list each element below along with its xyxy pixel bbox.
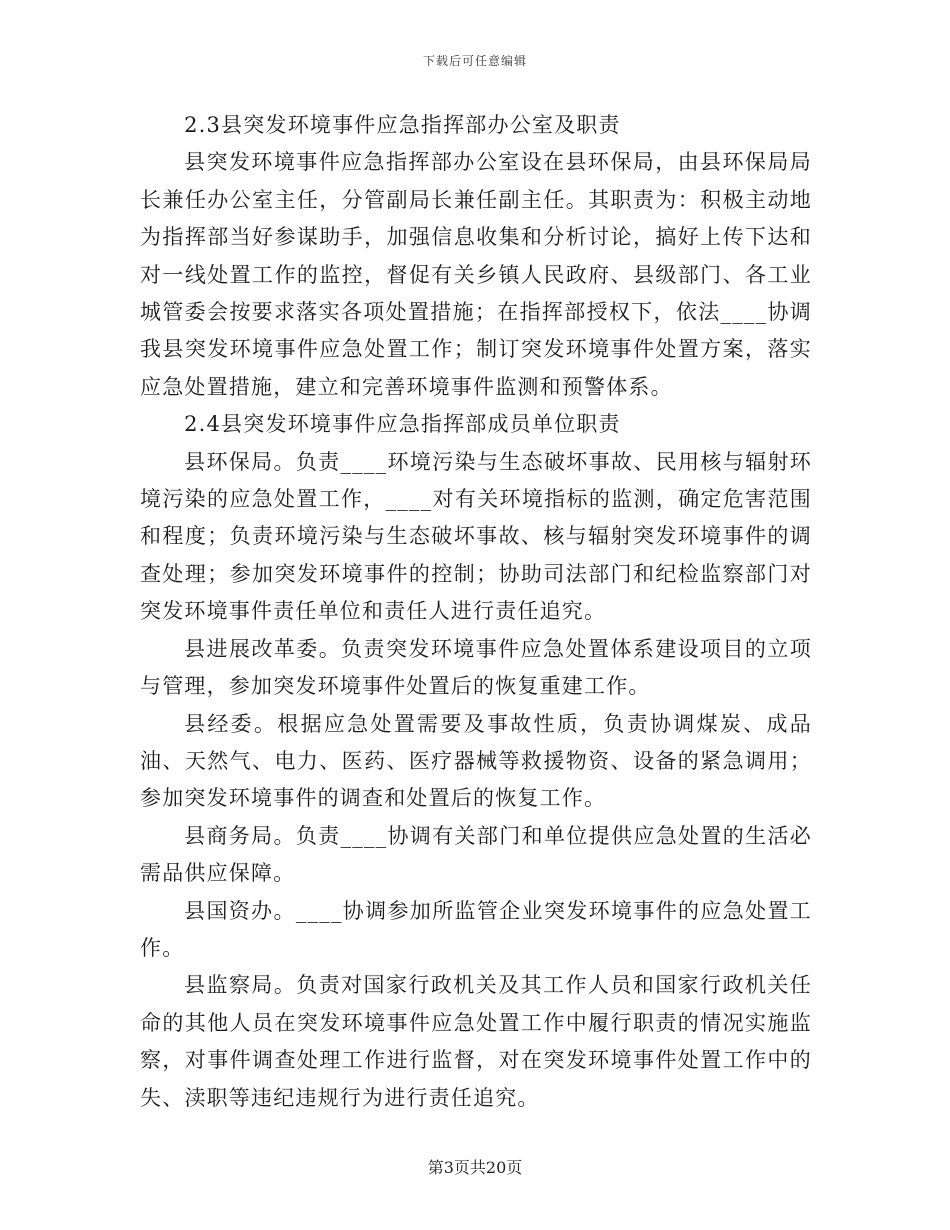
paragraph-supervision-bureau: 县监察局。负责对国家行政机关及其工作人员和国家行政机关任命的其他人员在突发环境事件应急处置工作中履行职责的情况实施监察，对事件调查处理工作进行监督，对在突发环境事件处置工作中的失、渎职等违纪违规行为进行责任追究。 — [140, 973, 812, 1110]
paragraph-development-reform-commission: 县进展改革委。负责突发环境事件应急处置体系建设项目的立项与管理，参加突发环境事件处置后的恢复重建工作。 — [140, 636, 812, 699]
paragraph-commerce-bureau: 县商务局。负责____协调有关部门和单位提供应急处置的生活必需品供应保障。 — [140, 823, 812, 886]
section-heading-2-3: 2.3县突发环境事件应急指挥部办公室及职责 — [184, 113, 621, 137]
paragraph-state-assets-office: 县国资办。____协调参加所监管企业突发环境事件的应急处置工作。 — [140, 898, 812, 960]
section-heading-2-4: 2.4县突发环境事件应急指挥部成员单位职责 — [184, 412, 621, 437]
document-body — [140, 107, 812, 1117]
page-header-note: 下载后可任意编辑 — [422, 54, 527, 68]
section-2-3-paragraph: 县突发环境事件应急指挥部办公室设在县环保局，由县环保局局长兼任办公室主任，分管副局长兼任副主任。其职责为：积极主动地为指挥部当好参谋助手，加强信息收集和分析讨论，搞好上传下达和对一线处置工作的监控，督促有关乡镇人民政府、县级部门、各工业城管委会按要求落实各项处置措施；在指挥部授权下，依法____协调我县突发环境事件应急处置工作；制订突发环境事件处置方案，落实应急处置措施，建立和完善环境事件监测和预警体系。 — [140, 150, 812, 399]
paragraph-economic-commission: 县经委。根据应急处置需要及事故性质，负责协调煤炭、成品油、天然气、电力、医药、医疗器械等救援物资、设备的紧急调用；参加突发环境事件的调查和处置后的恢复工作。 — [140, 711, 812, 811]
page-number: 第3页共20页 — [427, 1158, 523, 1177]
paragraph-environment-bureau: 县环保局。负责____环境污染与生态破坏事故、民用核与辐射环境污染的应急处置工作，____对有关环境指标的监测，确定危害范围和程度；负责环境污染与生态破坏事故、核与辐射突发环境事件的调查处理；参加突发环境事件的控制；协助司法部门和纪检监察部门对突发环境事件责任单位和责任人进行责任追究。 — [140, 449, 812, 624]
